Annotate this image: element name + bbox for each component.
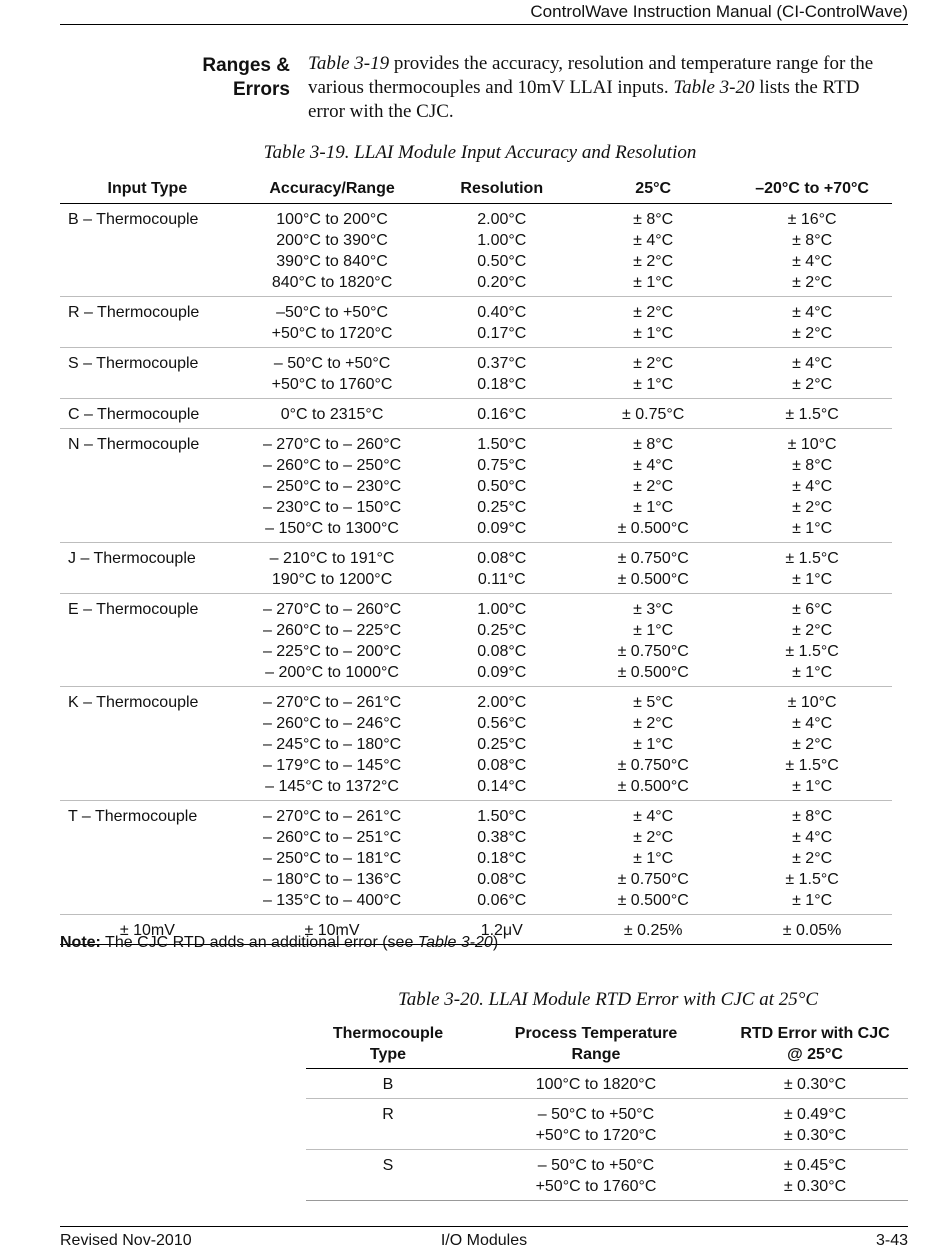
accuracy-cell <box>235 348 430 399</box>
error-range-value: ± 1°C <box>792 520 833 537</box>
error-25c-value: ± 0.750°C <box>617 871 689 888</box>
input-type-cell: N – Thermocouple <box>60 429 235 543</box>
input-type-cell: ± 10mV <box>60 915 235 945</box>
error-range-value: ± 1.5°C <box>785 871 839 888</box>
accuracy-cell <box>235 543 430 594</box>
resolution-value: 1.00°C <box>477 232 527 249</box>
resolution-value: 1.2μV <box>480 922 523 939</box>
error-25c-value: ± 1°C <box>633 499 674 516</box>
intro-ref-table-3-20: Table 3-20 <box>673 77 755 98</box>
table2-header-error-line2: @ 25°C <box>787 1046 843 1063</box>
process-range-value: – 50°C to +50°C <box>537 1106 655 1123</box>
accuracy-cell <box>235 399 430 429</box>
rtd-error-value: ± 0.30°C <box>783 1178 847 1195</box>
table2-caption: Table 3-20. LLAI Module RTD Error with CJC at 25°C <box>397 989 818 1010</box>
error-range-cell <box>732 594 892 687</box>
error-25c-value: ± 2°C <box>633 304 674 321</box>
error-range-value: ± 1°C <box>792 664 833 681</box>
accuracy-value: – 210°C to 191°C <box>269 550 395 567</box>
table-row <box>60 429 892 543</box>
error-range-value: ± 4°C <box>792 355 833 372</box>
page-header <box>60 0 908 25</box>
resolution-value: 0.40°C <box>477 304 527 321</box>
thermocouple-type-cell: B <box>306 1069 470 1099</box>
resolution-value: 0.18°C <box>477 850 527 867</box>
table-note <box>60 933 498 953</box>
intro-text2: lists the RTD error with the CJC. <box>308 77 860 122</box>
resolution-value: 0.18°C <box>477 376 527 393</box>
error-25c-cell <box>574 204 732 297</box>
accuracy-value: +50°C to 1760°C <box>271 376 393 393</box>
error-25c-value: ± 1°C <box>633 622 674 639</box>
error-range-value: ± 2°C <box>792 274 833 291</box>
accuracy-value: 190°C to 1200°C <box>271 571 393 588</box>
table1-header-row <box>60 175 892 204</box>
resolution-cell <box>429 687 574 801</box>
error-25c-value: ± 2°C <box>633 478 674 495</box>
note-text: The CJC RTD adds an additional error (see <box>100 934 418 951</box>
accuracy-value: – 260°C to – 251°C <box>262 829 402 846</box>
error-25c-value: ± 1°C <box>633 850 674 867</box>
error-range-value: ± 2°C <box>792 850 833 867</box>
accuracy-value: 200°C to 390°C <box>276 232 388 249</box>
section-title-line1: Ranges & <box>202 55 290 76</box>
accuracy-value: 0°C to 2315°C <box>280 406 384 423</box>
accuracy-value: –50°C to +50°C <box>276 304 389 321</box>
accuracy-cell <box>235 204 430 297</box>
error-25c-cell <box>574 801 732 915</box>
error-25c-value: ± 8°C <box>633 436 674 453</box>
intro-ref-table-3-19: Table 3-19 <box>308 53 390 74</box>
error-range-value: ± 4°C <box>792 253 833 270</box>
accuracy-value: – 260°C to – 225°C <box>262 622 402 639</box>
error-25c-value: ± 0.500°C <box>617 520 689 537</box>
error-25c-value: ± 0.750°C <box>617 643 689 660</box>
accuracy-value: – 135°C to – 400°C <box>262 892 402 909</box>
table2-header-type-line2: Type <box>369 1046 407 1063</box>
error-25c-value: ± 0.500°C <box>617 571 689 588</box>
resolution-value: 0.38°C <box>477 829 527 846</box>
error-range-value: ± 2°C <box>792 622 833 639</box>
accuracy-cell <box>235 687 430 801</box>
accuracy-value: – 270°C to – 261°C <box>262 694 402 711</box>
resolution-value: 1.50°C <box>477 808 527 825</box>
table1-header-25c: 25°C <box>574 175 732 204</box>
error-range-value: ± 1°C <box>792 571 833 588</box>
accuracy-value: – 145°C to 1372°C <box>265 778 399 795</box>
error-range-value: ± 16°C <box>787 211 837 228</box>
resolution-value: 0.14°C <box>477 778 527 795</box>
error-range-value: ± 4°C <box>792 478 833 495</box>
table-row <box>60 204 892 297</box>
table2-header-type <box>306 1023 470 1069</box>
error-25c-cell <box>574 687 732 801</box>
resolution-cell <box>429 429 574 543</box>
intro-text1: provides the accuracy, resolution and temperature range for the various thermocouples and 10mV LLAI inputs. <box>308 53 874 98</box>
intro-paragraph <box>308 52 898 124</box>
error-25c-value: ± 0.500°C <box>617 892 689 909</box>
resolution-value: 2.00°C <box>477 694 527 711</box>
footer-revision: Revised Nov-2010 <box>60 1232 192 1249</box>
error-25c-value: ± 0.500°C <box>617 778 689 795</box>
error-range-value: ± 0.05% <box>782 922 842 939</box>
error-range-value: ± 8°C <box>792 808 833 825</box>
resolution-value: 0.50°C <box>477 478 527 495</box>
error-range-cell <box>732 204 892 297</box>
error-range-value: ± 10°C <box>787 436 837 453</box>
thermocouple-type-cell: R <box>306 1099 470 1150</box>
accuracy-value: – 245°C to – 180°C <box>262 736 402 753</box>
error-range-cell <box>732 687 892 801</box>
resolution-value: 0.11°C <box>477 571 526 588</box>
accuracy-value: – 250°C to – 230°C <box>262 478 402 495</box>
input-type-cell: T – Thermocouple <box>60 801 235 915</box>
accuracy-cell <box>235 594 430 687</box>
error-25c-value: ± 0.25% <box>623 922 683 939</box>
process-range-cell <box>470 1099 722 1150</box>
footer-section: I/O Modules <box>440 1232 528 1249</box>
resolution-cell <box>429 297 574 348</box>
resolution-cell <box>429 543 574 594</box>
error-range-value: ± 2°C <box>792 736 833 753</box>
accuracy-value: +50°C to 1720°C <box>271 325 393 342</box>
resolution-value: 0.25°C <box>477 499 527 516</box>
accuracy-value: – 179°C to – 145°C <box>262 757 402 774</box>
resolution-value: 0.37°C <box>477 355 527 372</box>
table-row <box>306 1150 908 1201</box>
error-range-value: ± 2°C <box>792 499 833 516</box>
error-25c-value: ± 8°C <box>633 211 674 228</box>
table-row <box>60 297 892 348</box>
table-row <box>60 594 892 687</box>
resolution-value: 0.08°C <box>477 757 527 774</box>
process-range-value: +50°C to 1720°C <box>535 1127 657 1144</box>
rtd-error-value: ± 0.49°C <box>783 1106 847 1123</box>
resolution-value: 0.50°C <box>477 253 527 270</box>
error-range-value: ± 6°C <box>792 601 833 618</box>
rtd-error-value: ± 0.45°C <box>783 1157 847 1174</box>
resolution-cell <box>429 348 574 399</box>
accuracy-cell <box>235 429 430 543</box>
rtd-error-table <box>306 1023 908 1201</box>
note-ref: Table 3-20 <box>417 934 493 951</box>
error-25c-value: ± 2°C <box>633 829 674 846</box>
resolution-value: 0.06°C <box>477 892 527 909</box>
input-type-cell: E – Thermocouple <box>60 594 235 687</box>
accuracy-value: – 250°C to – 181°C <box>262 850 402 867</box>
rtd-error-cell <box>722 1069 908 1099</box>
rtd-error-cell <box>722 1150 908 1201</box>
input-type-cell: S – Thermocouple <box>60 348 235 399</box>
error-range-cell <box>732 348 892 399</box>
error-25c-value: ± 1°C <box>633 325 674 342</box>
error-range-value: ± 4°C <box>792 829 833 846</box>
resolution-value: 0.75°C <box>477 457 527 474</box>
header-title: ControlWave Instruction Manual (CI-ControlWave) <box>530 2 908 21</box>
error-range-value: ± 8°C <box>792 457 833 474</box>
resolution-value: 0.16°C <box>477 406 527 423</box>
resolution-value: 1.00°C <box>477 601 527 618</box>
accuracy-cell <box>235 297 430 348</box>
error-25c-value: ± 1°C <box>633 376 674 393</box>
table2-header-row <box>306 1023 908 1069</box>
accuracy-value: 390°C to 840°C <box>276 253 388 270</box>
resolution-value: 0.08°C <box>477 871 527 888</box>
table1-header-accuracy: Accuracy/Range <box>235 175 430 204</box>
table2-header-error-line1: RTD Error with CJC <box>740 1025 890 1042</box>
error-range-value: ± 1.5°C <box>785 643 839 660</box>
table2-header-type-line1: Thermocouple <box>332 1025 444 1042</box>
table1-header-resolution: Resolution <box>429 175 574 204</box>
section-title <box>150 54 290 102</box>
error-25c-value: ± 1°C <box>633 736 674 753</box>
resolution-value: 0.08°C <box>477 550 527 567</box>
input-type-cell: K – Thermocouple <box>60 687 235 801</box>
resolution-value: 0.20°C <box>477 274 527 291</box>
error-25c-cell <box>574 594 732 687</box>
error-25c-value: ± 2°C <box>633 355 674 372</box>
error-range-value: ± 1.5°C <box>785 757 839 774</box>
error-25c-value: ± 2°C <box>633 253 674 270</box>
process-range-value: 100°C to 1820°C <box>535 1076 657 1093</box>
footer-page-number: 3-43 <box>875 1232 908 1249</box>
table2-header-error <box>722 1023 908 1069</box>
accuracy-value: ± 10mV <box>304 922 360 939</box>
resolution-cell <box>429 204 574 297</box>
error-range-cell <box>732 297 892 348</box>
accuracy-value: 840°C to 1820°C <box>271 274 393 291</box>
error-range-value: ± 1°C <box>792 778 833 795</box>
error-25c-value: ± 2°C <box>633 715 674 732</box>
error-range-value: ± 2°C <box>792 325 833 342</box>
resolution-value: 0.09°C <box>477 520 527 537</box>
error-25c-value: ± 3°C <box>633 601 674 618</box>
page-footer <box>60 1226 908 1249</box>
input-type-cell: B – Thermocouple <box>60 204 235 297</box>
error-25c-cell <box>574 543 732 594</box>
accuracy-value: – 260°C to – 246°C <box>262 715 402 732</box>
resolution-value: 0.08°C <box>477 643 527 660</box>
table-row <box>60 543 892 594</box>
error-range-cell <box>732 801 892 915</box>
process-range-value: +50°C to 1760°C <box>535 1178 657 1195</box>
table-row <box>60 348 892 399</box>
accuracy-value: – 200°C to 1000°C <box>265 664 399 681</box>
resolution-value: 0.09°C <box>477 664 527 681</box>
error-range-value: ± 10°C <box>787 694 837 711</box>
error-25c-value: ± 0.750°C <box>617 757 689 774</box>
error-range-cell <box>732 399 892 429</box>
error-range-value: ± 4°C <box>792 304 833 321</box>
table2-header-range-line2: Range <box>571 1046 621 1063</box>
error-range-value: ± 1°C <box>792 892 833 909</box>
table-row <box>60 801 892 915</box>
table1-header-range: –20°C to +70°C <box>732 175 892 204</box>
input-type-cell: J – Thermocouple <box>60 543 235 594</box>
error-25c-value: ± 4°C <box>633 808 674 825</box>
resolution-value: 0.56°C <box>477 715 527 732</box>
error-range-cell <box>732 543 892 594</box>
accuracy-cell <box>235 801 430 915</box>
error-range-value: ± 1.5°C <box>785 406 839 423</box>
resolution-value: 0.25°C <box>477 622 527 639</box>
error-25c-value: ± 0.750°C <box>617 550 689 567</box>
thermocouple-type-cell: S <box>306 1150 470 1201</box>
error-25c-value: ± 4°C <box>633 457 674 474</box>
accuracy-value: – 270°C to – 260°C <box>262 601 402 618</box>
table-row <box>60 687 892 801</box>
rtd-error-value: ± 0.30°C <box>783 1076 847 1093</box>
error-range-value: ± 1.5°C <box>785 550 839 567</box>
accuracy-value: – 180°C to – 136°C <box>262 871 402 888</box>
error-25c-value: ± 0.500°C <box>617 664 689 681</box>
error-25c-cell <box>574 399 732 429</box>
input-type-cell: R – Thermocouple <box>60 297 235 348</box>
section-title-line2: Errors <box>232 79 290 100</box>
error-range-value: ± 8°C <box>792 232 833 249</box>
table-row <box>60 399 892 429</box>
resolution-value: 0.17°C <box>477 325 527 342</box>
error-25c-cell <box>574 348 732 399</box>
resolution-cell <box>429 801 574 915</box>
error-25c-value: ± 1°C <box>633 274 674 291</box>
error-25c-value: ± 4°C <box>633 232 674 249</box>
error-range-value: ± 2°C <box>792 376 833 393</box>
accuracy-value: 100°C to 200°C <box>276 211 388 228</box>
error-25c-value: ± 0.75°C <box>622 406 685 423</box>
process-range-cell <box>470 1069 722 1099</box>
table1-caption: Table 3-19. LLAI Module Input Accuracy and Resolution <box>263 142 697 163</box>
table1-header-input-type: Input Type <box>60 175 235 204</box>
accuracy-value: – 270°C to – 260°C <box>262 436 402 453</box>
table-row <box>306 1069 908 1099</box>
table-row <box>306 1099 908 1150</box>
resolution-value: 2.00°C <box>477 211 527 228</box>
accuracy-value: – 225°C to – 200°C <box>262 643 402 660</box>
accuracy-value: – 150°C to 1300°C <box>265 520 399 537</box>
note-label: Note: <box>60 934 101 951</box>
resolution-cell <box>429 594 574 687</box>
resolution-cell <box>429 399 574 429</box>
error-25c-cell <box>574 915 732 945</box>
process-range-value: – 50°C to +50°C <box>537 1157 655 1174</box>
error-25c-value: ± 5°C <box>633 694 674 711</box>
input-type-cell: C – Thermocouple <box>60 399 235 429</box>
error-range-cell <box>732 915 892 945</box>
accuracy-value: – 270°C to – 261°C <box>262 808 402 825</box>
note-end: ) <box>492 934 499 951</box>
rtd-error-value: ± 0.30°C <box>783 1127 847 1144</box>
accuracy-value: – 260°C to – 250°C <box>262 457 402 474</box>
rtd-error-cell <box>722 1099 908 1150</box>
error-25c-cell <box>574 297 732 348</box>
llai-accuracy-table <box>60 175 892 945</box>
accuracy-value: – 50°C to +50°C <box>273 355 391 372</box>
error-range-value: ± 4°C <box>792 715 833 732</box>
table2-header-range <box>470 1023 722 1069</box>
error-range-cell <box>732 429 892 543</box>
accuracy-value: – 230°C to – 150°C <box>262 499 402 516</box>
resolution-value: 0.25°C <box>477 736 527 753</box>
error-25c-cell <box>574 429 732 543</box>
process-range-cell <box>470 1150 722 1201</box>
resolution-value: 1.50°C <box>477 436 527 453</box>
table2-header-range-line1: Process Temperature <box>514 1025 678 1042</box>
